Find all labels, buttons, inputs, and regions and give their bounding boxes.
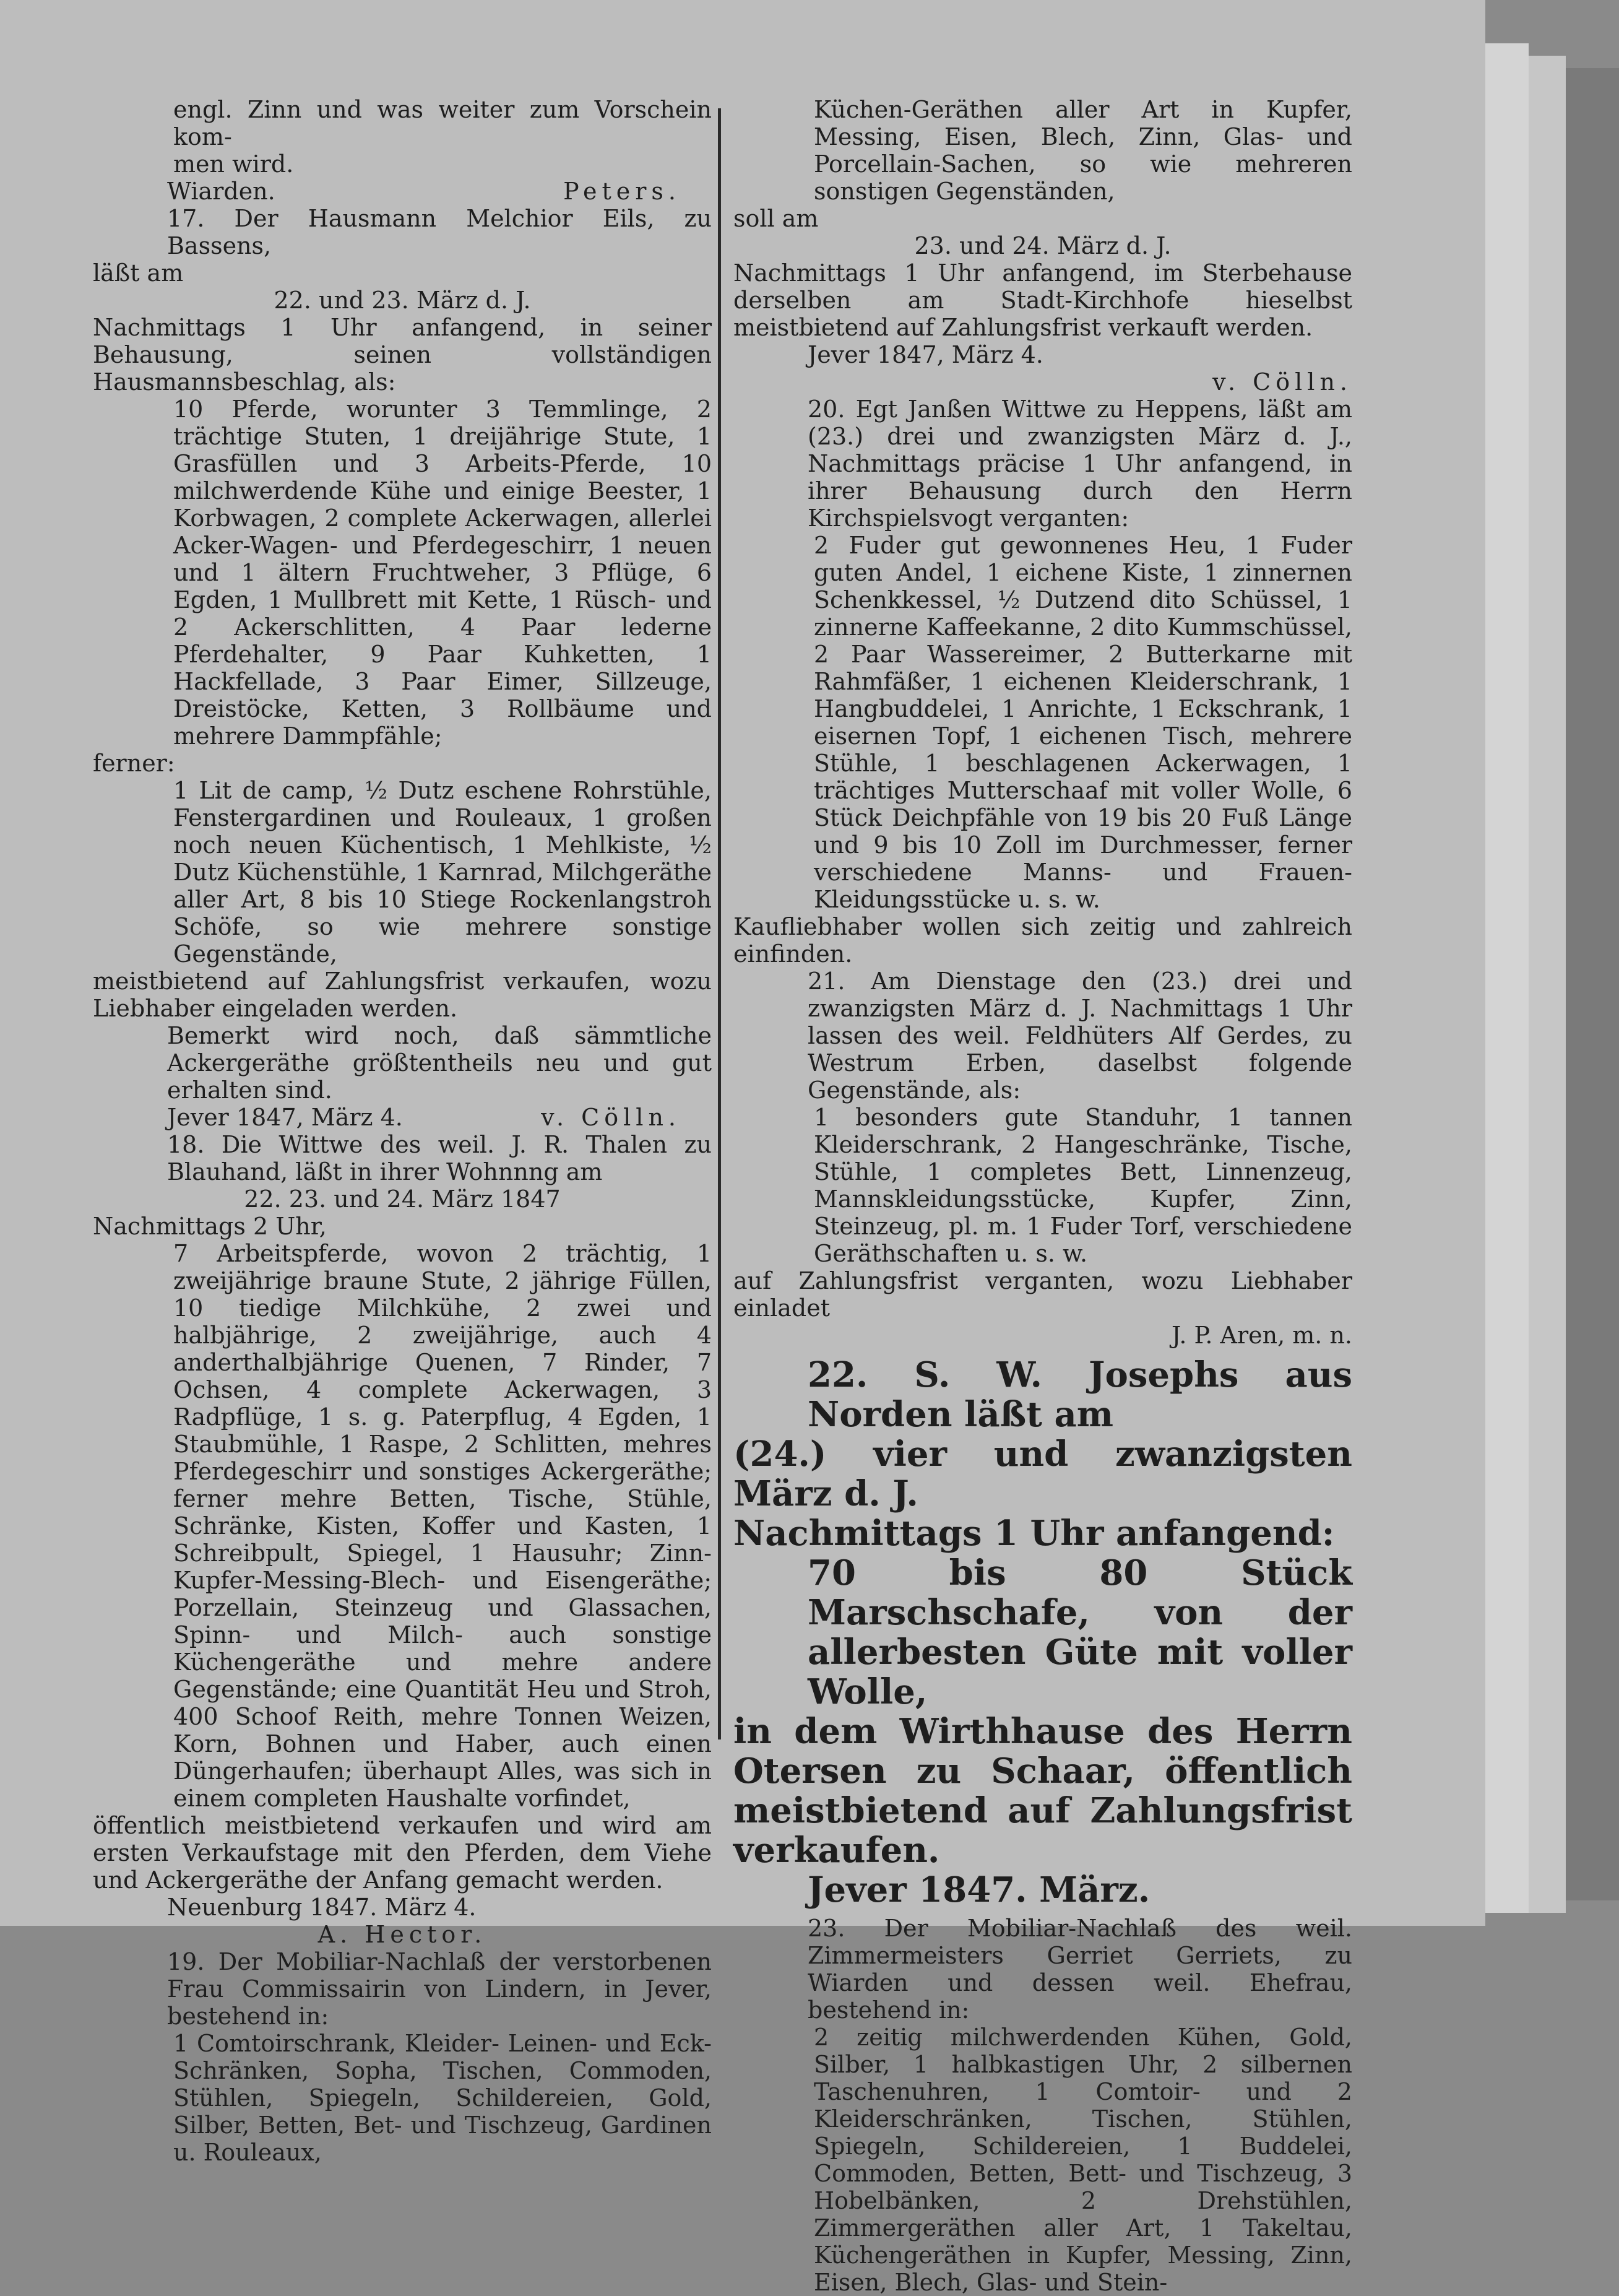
text-paragraph: 23. und 24. März d. J. xyxy=(914,232,1172,259)
place-date: Wiarden. xyxy=(167,178,275,205)
text-paragraph: Bemerkt wird noch, daß sämmtliche Ackergeräthe größtentheils neu und gut erhalten sind. xyxy=(167,1022,712,1104)
text-paragraph: ferner: xyxy=(93,750,175,777)
text-paragraph: soll am xyxy=(733,205,819,232)
text-paragraph: 21. Am Dienstage den (23.) drei und zwanzigsten März d. J. Nachmittags 1 Uhr lassen des weil. Feldhüters Alf Gerdes, zu Westrum Erben, daselbst folgende Gegenstände, als: xyxy=(808,968,1352,1104)
text-paragraph: J. P. Aren, m. n. xyxy=(1172,1322,1352,1349)
text-paragraph: Kaufliebhaber wollen sich zeitig und zahlreich einfinden. xyxy=(733,913,1352,968)
text-paragraph: auf Zahlungsfrist verganten, wozu Liebhaber einladet xyxy=(733,1267,1352,1322)
text-paragraph: 23. Der Mobiliar-Nachlaß des weil. Zimmermeisters Gerriet Gerriets, zu Wiarden und dessen weil. Ehefrau, bestehend in: xyxy=(808,1915,1352,2024)
text-paragraph: 1 Lit de camp, ½ Dutz eschene Rohrstühle, Fenstergardinen und Rouleaux, 1 großen noch neuen Küchentisch, 1 Mehlkiste, ½ Dutz Küchenstühle, 1 Karnrad, Milchgeräthe aller Art, 8 bis 10 Stiege Rockenlangstroh Schöfe, so wie mehrere sonstige Gegenstände, xyxy=(173,777,712,968)
text-paragraph: 10 Pferde, worunter 3 Temmlinge, 2 trächtige Stuten, 1 dreijährige Stute, 1 Grasfüllen und 3 Arbeits-Pferde, 10 milchwerdende Kühe und einige Beester, 1 Korbwagen, 2 complete Ackerwagen, allerlei Acker-Wagen- und Pferdegeschirr, 1 neuen und 1 ältern Fruchtweher, 3 Pflüge, 6 Egden, 1 Mullbrett mit Kette, 1 Rüsch- und 2 Ackerschlitten, 4 Paar lederne Pferdehalter, 9 Paar Kuhketten, 1 Hackfellade, 3 Paar Eimer, Sillzeuge, Dreistöcke, Ketten, 3 Rollbäume und mehrere Dammpfähle; xyxy=(173,396,712,750)
text-paragraph: Nachmittags 2 Uhr, xyxy=(93,1213,327,1240)
text-paragraph: A. Hector. xyxy=(317,1921,487,1948)
text-paragraph: Nachmittags 1 Uhr anfangend: xyxy=(733,1513,1335,1554)
text-paragraph: 1 Comtoirschrank, Kleider- Leinen- und Eck-Schränken, Sopha, Tischen, Commoden, Stühlen, Spiegeln, Schildereien, Gold, Silber, Betten, Bet- und Tischzeug, Gardinen u. Rouleaux, xyxy=(173,2030,712,2166)
text-paragraph: Küchen-Geräthen aller Art in Kupfer, Messing, Eisen, Blech, Zinn, Glas- und Porcellain-Sachen, so wie mehreren sonstigen Gegenständen, xyxy=(814,96,1352,205)
text-paragraph: meistbietend auf Zahlungsfrist verkaufen, wozu Liebhaber eingeladen werden. xyxy=(93,968,712,1022)
signatory: v. Cölln. xyxy=(541,1104,681,1131)
left-column xyxy=(93,96,712,2166)
text-paragraph: Jever 1847. März. xyxy=(808,1869,1151,1910)
book-cover-edge xyxy=(1566,68,1619,1900)
text-paragraph: men wird. xyxy=(173,150,294,178)
text-paragraph: 17. Der Hausmann Melchior Eils, zu Bassens, xyxy=(167,205,712,259)
signatory: Peters. xyxy=(563,178,681,205)
text-paragraph: öffentlich meistbietend verkaufen und wird am ersten Verkaufstage mit den Pferden, dem Viehe und Ackergeräthe der Anfang gemacht werden. xyxy=(93,1812,712,1894)
text-paragraph: 7 Arbeitspferde, wovon 2 trächtig, 1 zweijährige braune Stute, 2 jährige Füllen, 10 tiedige Milchkühe, 2 zwei und halbjährige, 2 zweijährige, auch 4 anderthalbjährige Quenen, 7 Rinder, 7 Ochsen, 4 complete Ackerwagen, 3 Radpflüge, 1 s. g. Paterpflug, 4 Egden, 1 Staubmühle, 1 Raspe, 2 Schlitten, mehres Pferdegeschirr und sonstiges Ackergeräthe; ferner mehre Betten, Tische, Stühle, Schränke, Kisten, Koffer und Kasten, 1 Schreibpult, Spiegel, 1 Hausuhr; Zinn-Kupfer-Messing-Blech- und Eisengeräthe; Porzellain, Steinzeug und Glassachen, Spinn- und Milch- auch sonstige Küchengeräthe und mehre andere Gegenstände; eine Quantität Heu und Stroh, 400 Schoof Reith, mehre Tonnen Weizen, Korn, Bohnen und Haber, auch einen Düngerhaufen; überhaupt Alles, was sich in einem completen Haushalte vorfindet, xyxy=(173,1240,712,1812)
text-paragraph: in dem Wirthhause des Herrn Otersen zu Schaar, öffentlich meistbietend auf Zahlungsfrist verkaufen. xyxy=(733,1711,1352,1871)
text-paragraph: 19. Der Mobiliar-Nachlaß der verstorbenen Frau Commissairin von Lindern, in Jever, bestehend in: xyxy=(167,1948,712,2030)
text-paragraph: Neuenburg 1847. März 4. xyxy=(167,1894,477,1921)
text-paragraph: 22. und 23. März d. J. xyxy=(274,287,531,314)
text-paragraph: (24.) vier und zwanzigsten März d. J. xyxy=(733,1434,1352,1514)
right-column xyxy=(733,96,1352,2296)
text-paragraph: läßt am xyxy=(93,259,184,287)
signature-line xyxy=(93,178,712,205)
column-divider xyxy=(718,108,721,1739)
text-paragraph: 2 zeitig milchwerdenden Kühen, Gold, Silber, 1 halbkastigen Uhr, 2 silbernen Taschenuhren, 1 Comtoir- und 2 Kleiderschränken, Tischen, Stühlen, Spiegeln, Schildereien, 1 Buddelei, Commoden, Betten, Bett- und Tischzeug, 3 Hobelbänken, 2 Drehstühlen, Zimmergeräthen aller Art, 1 Takeltau, Küchengeräthen in Kupfer, Messing, Zinn, Eisen, Blech, Glas- und Stein- xyxy=(814,2024,1352,2296)
place-date: Jever 1847, März 4. xyxy=(167,1104,403,1131)
text-paragraph: v. Cölln. xyxy=(1212,368,1352,396)
highlighted-notice xyxy=(733,1355,1352,1910)
text-paragraph: Nachmittags 1 Uhr anfangend, im Sterbehause derselben am Stadt-Kirchhofe hieselbst meistbietend auf Zahlungsfrist verkauft werden. xyxy=(733,259,1352,341)
text-paragraph: Jever 1847, März 4. xyxy=(808,341,1043,368)
text-paragraph: 22. S. W. Josephs aus Norden läßt am xyxy=(808,1354,1352,1435)
text-paragraph: 18. Die Wittwe des weil. J. R. Thalen zu Blauhand, läßt in ihrer Wohnnng am xyxy=(167,1131,712,1185)
text-paragraph: 22. 23. und 24. März 1847 xyxy=(244,1185,561,1213)
text-paragraph: Nachmittags 1 Uhr anfangend, in seiner Behausung, seinen vollständigen Hausmannsbeschlag, als: xyxy=(93,314,712,396)
text-paragraph: 2 Fuder gut gewonnenes Heu, 1 Fuder guten Andel, 1 eichene Kiste, 1 zinnernen Schenkkessel, ½ Dutzend dito Schüssel, 1 zinnerne Kaffeekanne, 2 dito Kummschüssel, 2 Paar Wassereimer, 2 Butterkarne mit Rahmfäßer, 1 eichenen Kleiderschrank, 1 Hangbuddelei, 1 Anrichte, 1 Eckschrank, 1 eisernen Topf, 1 eichenen Tisch, mehrere Stühle, 1 beschlagenen Ackerwagen, 1 trächtiges Mutterschaaf mit voller Wolle, 6 Stück Deichpfähle von 19 bis 20 Fuß Länge und 9 bis 10 Zoll im Durchmesser, ferner verschiedene Manns- und Frauen-Kleidungsstücke u. s. w. xyxy=(814,532,1352,913)
signature-line xyxy=(93,1104,712,1131)
page-edge xyxy=(1529,56,1566,1913)
text-paragraph: 1 besonders gute Standuhr, 1 tannen Kleiderschrank, 2 Hangeschränke, Tische, Stühle, 1 completes Bett, Linnenzeug, Mannskleidungsstücke, Kupfer, Zinn, Steinzeug, pl. m. 1 Fuder Torf, verschiedene Geräthschaften u. s. w. xyxy=(814,1104,1352,1267)
page-edge xyxy=(1485,43,1529,1913)
text-paragraph: engl. Zinn und was weiter zum Vorschein kom- xyxy=(173,96,712,150)
text-paragraph: 70 bis 80 Stück Marschschafe, von der allerbesten Güte mit voller Wolle, xyxy=(808,1553,1352,1712)
text-paragraph: 20. Egt Janßen Wittwe zu Heppens, läßt am (23.) drei und zwanzigsten März d. J., Nachmittags präcise 1 Uhr anfangend, in ihrer Behausung durch den Herrn Kirchspielsvogt verganten: xyxy=(808,396,1352,532)
